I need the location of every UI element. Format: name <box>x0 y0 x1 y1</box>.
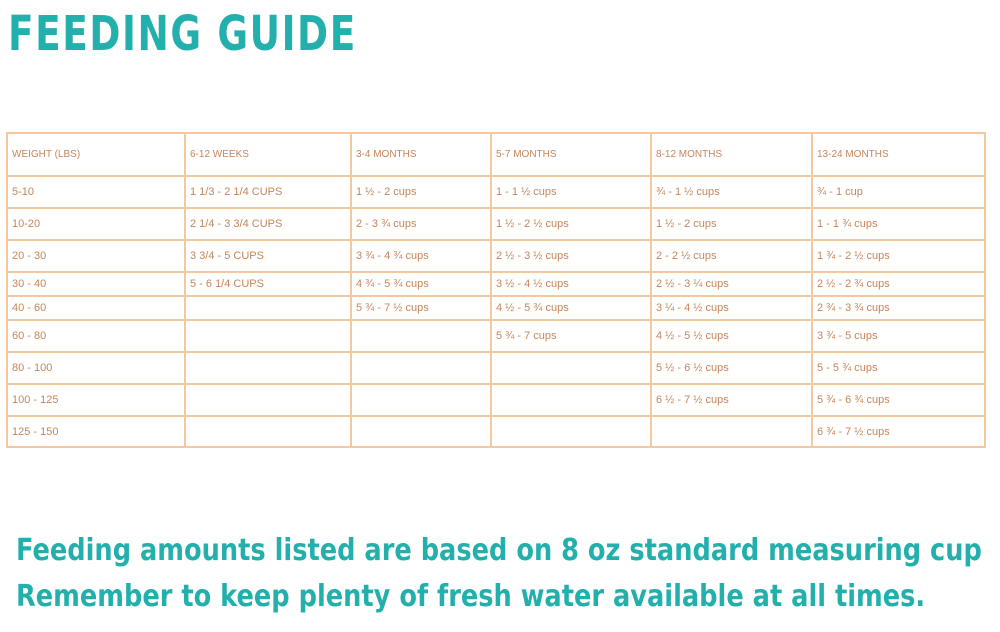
note-measuring-cup: Feeding amounts listed are based on 8 oz standard measuring cup <box>16 533 982 568</box>
note-fresh-water: Remember to keep plenty of fresh water available at all times. <box>16 579 926 614</box>
table-cell: 5-10 <box>7 176 185 208</box>
table-cell: 3 ¾ - 5 cups <box>812 320 985 352</box>
table-cell: 4 ½ - 5 ½ cups <box>651 320 812 352</box>
table-cell <box>185 416 351 447</box>
table-cell: 3 ¾ - 4 ¾ cups <box>351 240 491 272</box>
table-cell <box>491 416 651 447</box>
table-row <box>7 240 985 272</box>
table-cell: 3 3/4 - 5 CUPS <box>185 240 351 272</box>
table-cell: 1 ½ - 2 cups <box>651 208 812 240</box>
table-cell <box>351 384 491 416</box>
table-cell: 2 - 2 ½ cups <box>651 240 812 272</box>
table-cell: 2 ½ - 3 ¼ cups <box>651 272 812 296</box>
table-cell: 4 ½ - 5 ¾ cups <box>491 296 651 320</box>
header-cell: 5-7 MONTHS <box>491 133 651 176</box>
table-cell: 5 - 6 1/4 CUPS <box>185 272 351 296</box>
table-cell: 100 - 125 <box>7 384 185 416</box>
table-cell <box>351 352 491 384</box>
table-cell: 2 ½ - 2 ¾ cups <box>812 272 985 296</box>
table-cell: 5 ¾ - 6 ¾ cups <box>812 384 985 416</box>
table-cell: 1 - 1 ½ cups <box>491 176 651 208</box>
header-cell: WEIGHT (LBS) <box>7 133 185 176</box>
table-row <box>7 320 985 352</box>
table-cell: 1 1/3 - 2 1/4 CUPS <box>185 176 351 208</box>
header-cell: 13-24 MONTHS <box>812 133 985 176</box>
table-cell: 5 ½ - 6 ½ cups <box>651 352 812 384</box>
table-cell: 80 - 100 <box>7 352 185 384</box>
table-cell <box>491 352 651 384</box>
feeding-notes <box>16 528 982 620</box>
table-row <box>7 296 985 320</box>
table-cell: 1 ¾ - 2 ½ cups <box>812 240 985 272</box>
table-cell: 5 - 5 ¾ cups <box>812 352 985 384</box>
feeding-table <box>6 132 986 448</box>
table-cell: 6 ¾ - 7 ½ cups <box>812 416 985 447</box>
table-cell: ¾ - 1 ½ cups <box>651 176 812 208</box>
table-cell: 1 ½ - 2 cups <box>351 176 491 208</box>
table-cell <box>185 384 351 416</box>
table-cell: 10-20 <box>7 208 185 240</box>
table-header-row <box>7 133 985 176</box>
table-cell <box>185 352 351 384</box>
table-cell: 5 ¾ - 7 ½ cups <box>351 296 491 320</box>
table-cell <box>185 320 351 352</box>
table-cell: 6 ½ - 7 ½ cups <box>651 384 812 416</box>
table-cell: 3 ¼ - 4 ½ cups <box>651 296 812 320</box>
table-row <box>7 176 985 208</box>
table-row <box>7 416 985 447</box>
table-cell: 60 - 80 <box>7 320 185 352</box>
header-cell: 8-12 MONTHS <box>651 133 812 176</box>
table-cell: 2 1/4 - 3 3/4 CUPS <box>185 208 351 240</box>
table-cell: 125 - 150 <box>7 416 185 447</box>
table-cell: 1 - 1 ¾ cups <box>812 208 985 240</box>
table-cell: 4 ¾ - 5 ¾ cups <box>351 272 491 296</box>
table-row <box>7 384 985 416</box>
table-cell: ¾ - 1 cup <box>812 176 985 208</box>
table-cell: 2 ½ - 3 ½ cups <box>491 240 651 272</box>
table-cell: 5 ¾ - 7 cups <box>491 320 651 352</box>
header-cell: 3-4 MONTHS <box>351 133 491 176</box>
table-cell: 40 - 60 <box>7 296 185 320</box>
table-cell <box>351 320 491 352</box>
table-cell <box>651 416 812 447</box>
table-cell <box>185 296 351 320</box>
page-title: FEEDING GUIDE <box>8 6 357 62</box>
table-cell: 2 ¾ - 3 ¾ cups <box>812 296 985 320</box>
table-row <box>7 352 985 384</box>
table-row <box>7 272 985 296</box>
table-cell <box>491 384 651 416</box>
table-cell: 3 ½ - 4 ½ cups <box>491 272 651 296</box>
table-cell: 2 - 3 ¾ cups <box>351 208 491 240</box>
table-row <box>7 208 985 240</box>
table-cell <box>351 416 491 447</box>
table-cell: 30 - 40 <box>7 272 185 296</box>
table-cell: 1 ½ - 2 ½ cups <box>491 208 651 240</box>
table-cell: 20 - 30 <box>7 240 185 272</box>
header-cell: 6-12 WEEKS <box>185 133 351 176</box>
